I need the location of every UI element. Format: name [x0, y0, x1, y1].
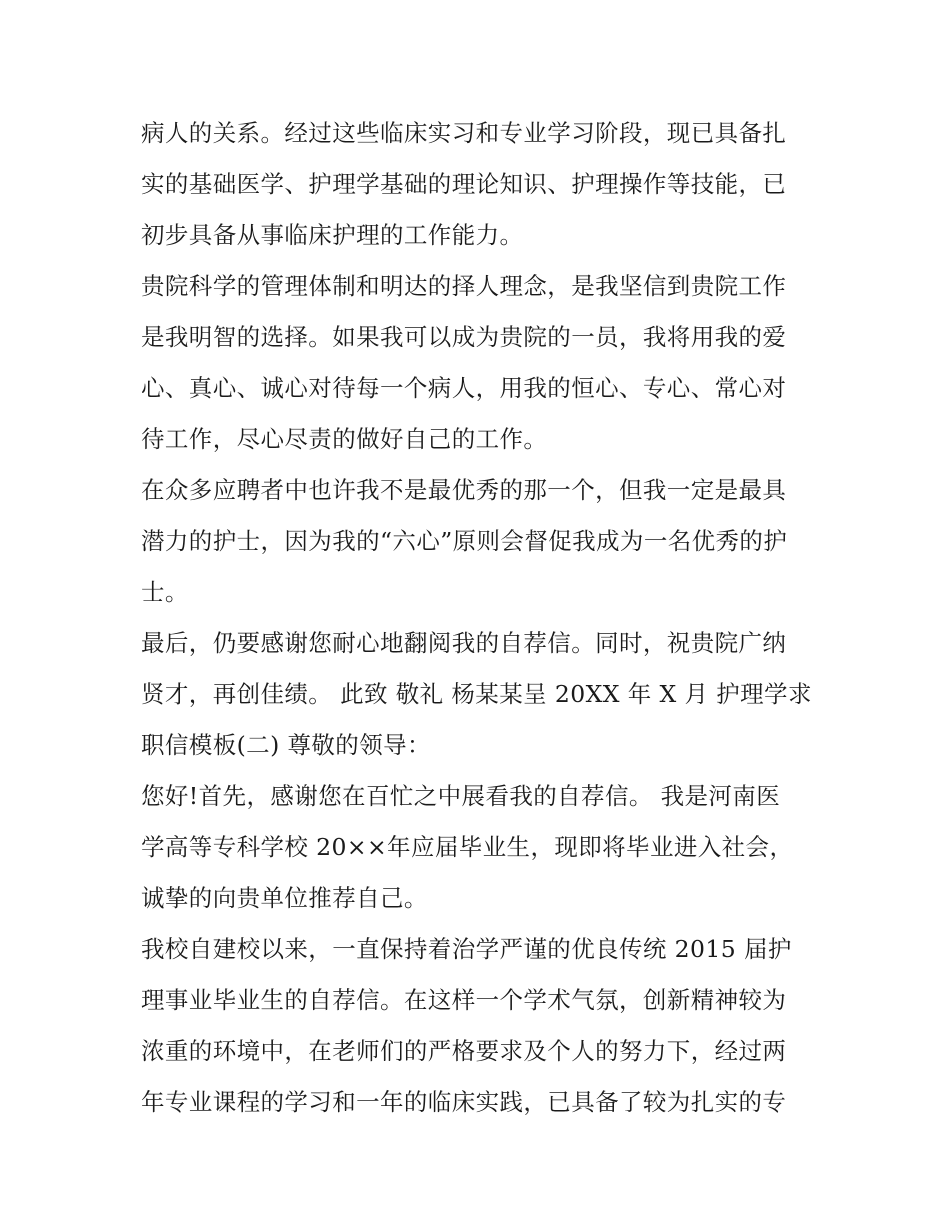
text-line: 初步具备从事临床护理的工作能力。 — [141, 221, 524, 249]
text-line: 诚挚的向贵单位推荐自己。 — [141, 884, 428, 912]
text-line: 贵院科学的管理体制和明达的择人理念，是我坚信到贵院工作 — [141, 272, 787, 300]
text-line: 年专业课程的学习和一年的临床实践，已具备了较为扎实的专 — [141, 1088, 787, 1116]
text-line: 是我明智的选择。如果我可以成为贵院的一员，我将用我的爱 — [141, 323, 787, 351]
text-line: 职信模板(二) 尊敬的领导： — [141, 731, 431, 759]
text-line: 待工作，尽心尽责的做好自己的工作。 — [141, 425, 548, 453]
text-line: 理事业毕业生的自荐信。在这样一个学术气氛，创新精神较为 — [141, 986, 787, 1014]
text-line: 潜力的护士，因为我的“六心”原则会督促我成为一名优秀的护 — [141, 527, 788, 555]
text-line: 最后，仍要感谢您耐心地翻阅我的自荐信。同时，祝贵院广纳 — [141, 629, 787, 657]
text-line: 浓重的环境中，在老师们的严格要求及个人的努力下，经过两 — [141, 1037, 787, 1065]
text-line: 我校自建校以来，一直保持着治学严谨的优良传统 2015 届护 — [141, 935, 792, 963]
letter-body — [141, 108, 821, 1128]
text-line: 您好!首先，感谢您在百忙之中展看我的自荐信。 我是河南医 — [141, 782, 781, 810]
text-line: 贤才，再创佳绩。 此致 敬礼 杨某某呈 20XX 年 X 月 护理学求 — [141, 680, 812, 708]
text-line: 心、真心、诚心对待每一个病人，用我的恒心、专心、常心对 — [141, 374, 787, 402]
text-line: 学高等专科学校 20××年应届毕业生，现即将毕业进入社会， — [141, 833, 794, 861]
text-line: 病人的关系。经过这些临床实习和专业学习阶段，现已具备扎 — [141, 119, 787, 147]
text-line: 士。 — [141, 578, 189, 606]
text-line: 在众多应聘者中也许我不是最优秀的那一个，但我一定是最具 — [141, 476, 787, 504]
text-line: 实的基础医学、护理学基础的理论知识、护理操作等技能，已 — [141, 170, 787, 198]
